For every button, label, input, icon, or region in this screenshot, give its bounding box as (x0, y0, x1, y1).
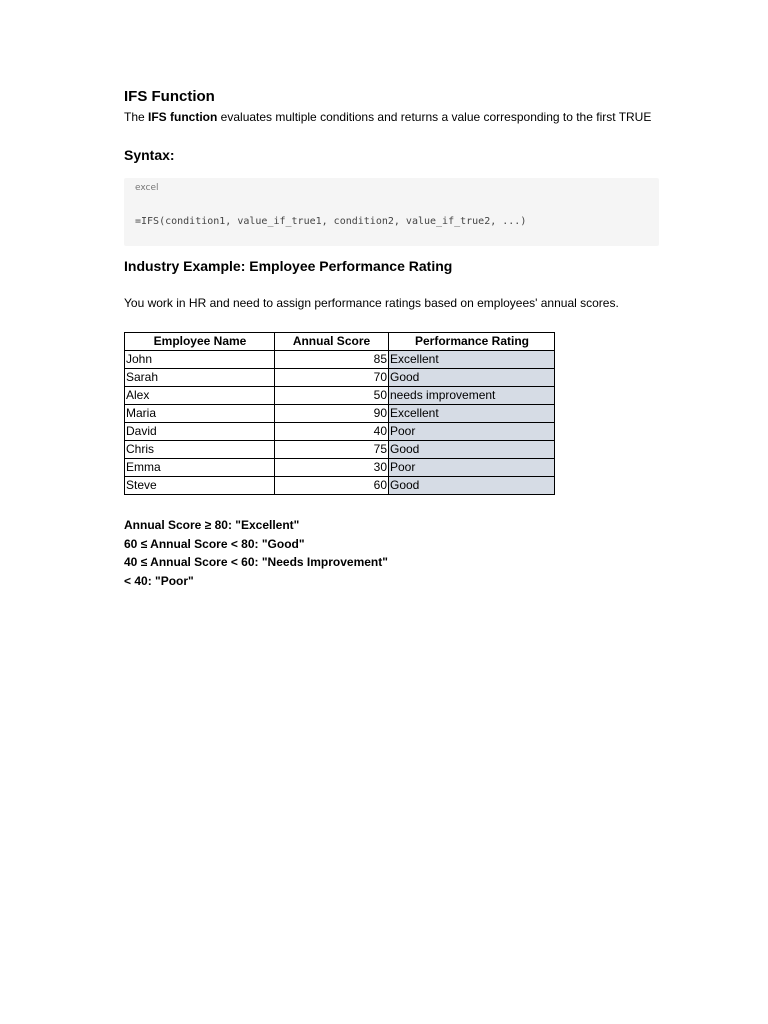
table-row (125, 369, 555, 387)
table-row (125, 351, 555, 369)
cell-employee-name: David (125, 423, 275, 441)
cell-annual-score: 75 (275, 441, 389, 459)
syntax-heading: Syntax: (124, 147, 175, 163)
header-annual-score: Annual Score (275, 333, 389, 351)
rule-line: 40 ≤ Annual Score < 60: "Needs Improvement" (124, 555, 388, 569)
rule-line: < 40: "Poor" (124, 573, 194, 588)
table-row (125, 477, 555, 495)
cell-annual-score: 60 (275, 477, 389, 495)
header-employee-name: Employee Name (125, 333, 275, 351)
cell-employee-name: Steve (125, 477, 275, 495)
cell-performance-rating: Good (389, 441, 555, 459)
code-text: =IFS(condition1, value_if_true1, condition2, value_if_true2, ...) (135, 216, 527, 227)
cell-performance-rating: Good (389, 477, 555, 495)
performance-table (124, 332, 555, 495)
cell-employee-name: Sarah (125, 369, 275, 387)
cell-employee-name: John (125, 351, 275, 369)
code-language-label: excel (135, 183, 159, 193)
cell-employee-name: Maria (125, 405, 275, 423)
cell-employee-name: Alex (125, 387, 275, 405)
intro-prefix: The (124, 110, 149, 124)
cell-annual-score: 70 (275, 369, 389, 387)
cell-employee-name: Chris (125, 441, 275, 459)
document-page (124, 86, 684, 588)
intro-bold-term: IFS function (148, 110, 218, 124)
code-block (124, 178, 659, 246)
cell-annual-score: 40 (275, 423, 389, 441)
cell-annual-score: 30 (275, 459, 389, 477)
page-title: IFS Function (124, 88, 215, 105)
rating-rules (124, 516, 388, 590)
cell-performance-rating: Poor (389, 459, 555, 477)
table-header-row (125, 333, 555, 351)
cell-performance-rating: Good (389, 369, 555, 387)
table-row (125, 441, 555, 459)
cell-annual-score: 50 (275, 387, 389, 405)
header-performance-rating: Performance Rating (389, 333, 555, 351)
cell-annual-score: 90 (275, 405, 389, 423)
rule-line: Annual Score ≥ 80: "Excellent" (124, 518, 300, 532)
cell-performance-rating: Poor (389, 423, 555, 441)
table-row (125, 459, 555, 477)
cell-employee-name: Emma (125, 459, 275, 477)
cell-performance-rating: Excellent (389, 351, 555, 369)
rule-line: 60 ≤ Annual Score < 80: "Good" (124, 536, 305, 551)
cell-annual-score: 85 (275, 351, 389, 369)
cell-performance-rating: Excellent (389, 405, 555, 423)
table-row (125, 423, 555, 441)
cell-performance-rating: needs improvement (389, 387, 555, 405)
table-body (125, 351, 555, 495)
example-heading: Industry Example: Employee Performance Rating (124, 258, 453, 274)
table-row (125, 405, 555, 423)
intro-suffix: evaluates multiple conditions and returns a value corresponding to the first TRUE (217, 110, 652, 124)
table-row (125, 387, 555, 405)
example-description: You work in HR and need to assign performance ratings based on employees' annual scores. (124, 296, 619, 310)
intro-paragraph (124, 108, 684, 126)
